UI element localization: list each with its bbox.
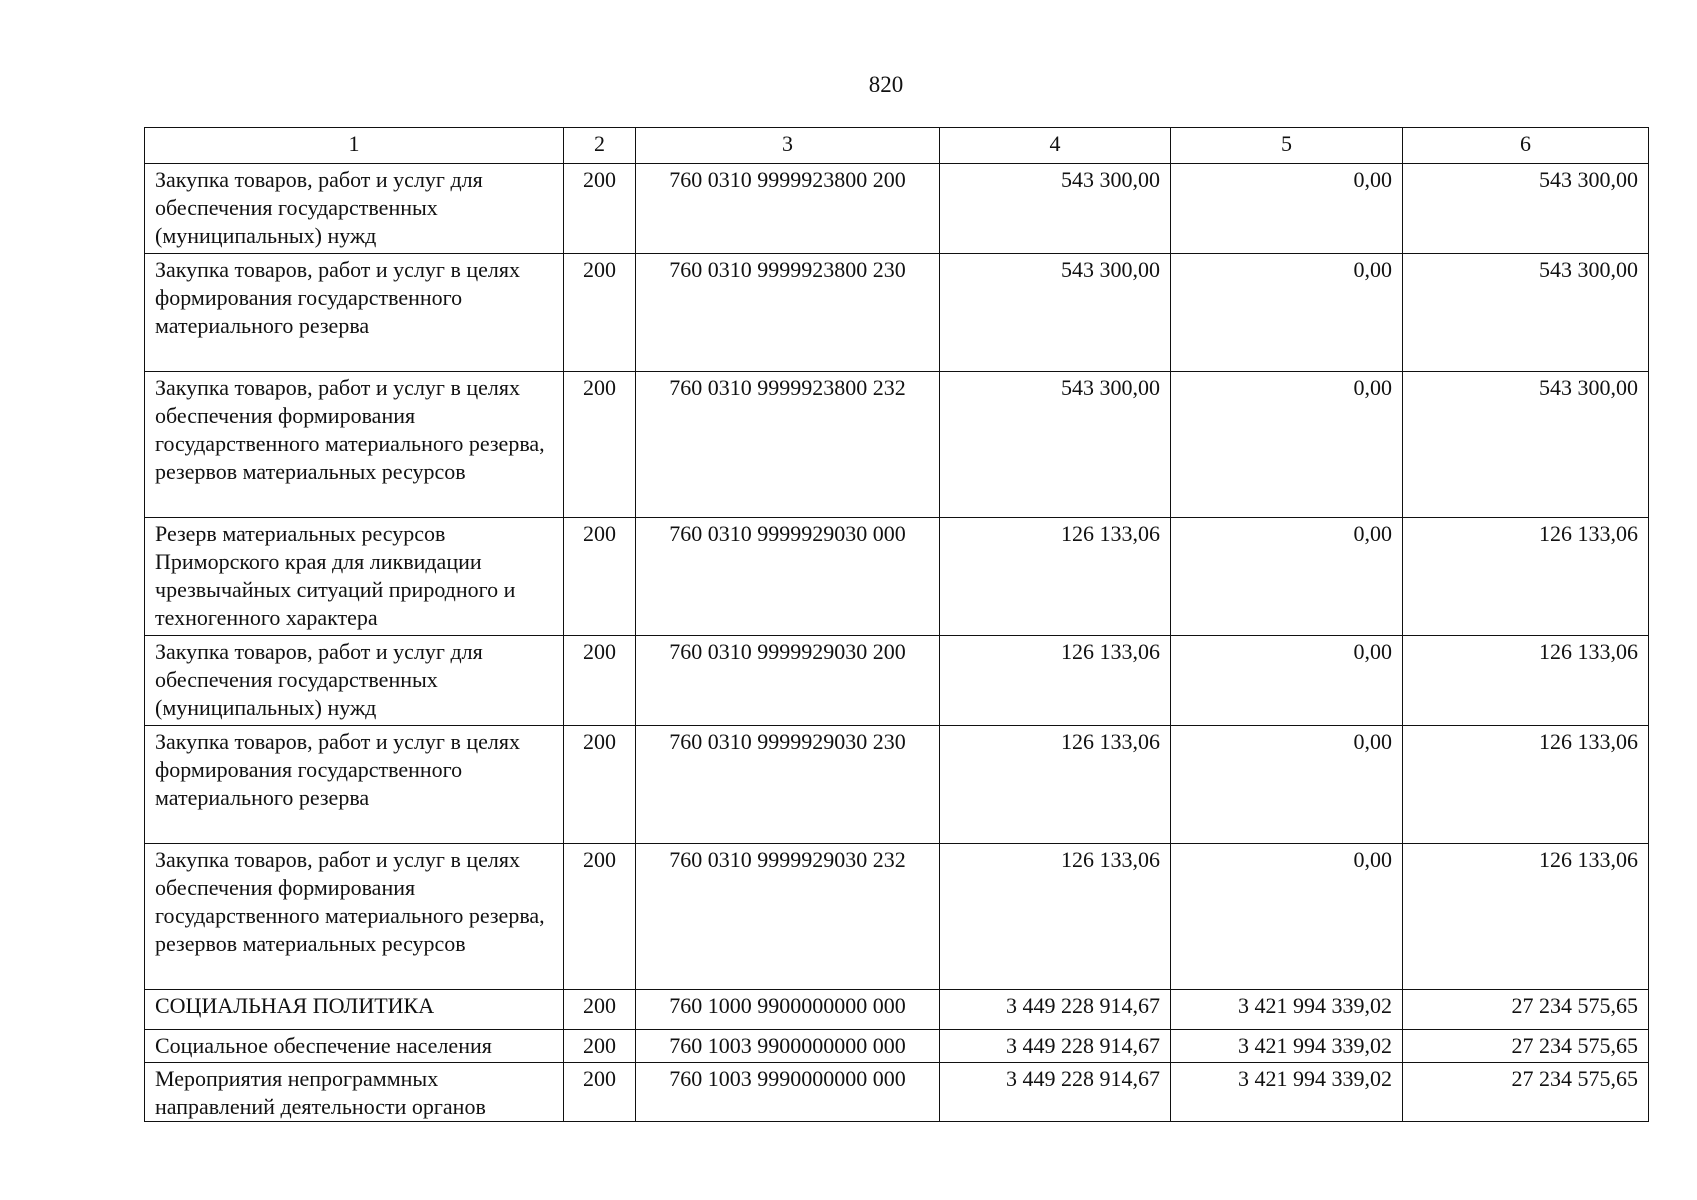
row-col5: 3 421 994 339,02	[1171, 1063, 1403, 1122]
column-header-3: 3	[636, 128, 940, 164]
row-col6: 27 234 575,65	[1403, 1030, 1649, 1063]
row-code: 760 0310 9999929030 200	[636, 636, 940, 726]
row-col5: 0,00	[1171, 372, 1403, 518]
row-col5: 3 421 994 339,02	[1171, 990, 1403, 1030]
row-col2: 200	[564, 1030, 636, 1063]
row-col6: 543 300,00	[1403, 254, 1649, 372]
row-name: Закупка товаров, работ и услуг в целях формирования государственного материального резерва	[145, 726, 564, 844]
row-col4: 543 300,00	[940, 372, 1171, 518]
column-header-1: 1	[145, 128, 564, 164]
row-col2: 200	[564, 372, 636, 518]
column-header-4: 4	[940, 128, 1171, 164]
row-name: Мероприятия непрограммных направлений деятельности органов	[145, 1063, 564, 1122]
row-col6: 126 133,06	[1403, 518, 1649, 636]
row-col4: 126 133,06	[940, 636, 1171, 726]
row-col6: 27 234 575,65	[1403, 990, 1649, 1030]
row-col6: 27 234 575,65	[1403, 1063, 1649, 1122]
row-col4: 3 449 228 914,67	[940, 1063, 1171, 1122]
column-header-2: 2	[564, 128, 636, 164]
column-header-6: 6	[1403, 128, 1649, 164]
row-col5: 3 421 994 339,02	[1171, 1030, 1403, 1063]
row-col5: 0,00	[1171, 636, 1403, 726]
row-col5: 0,00	[1171, 726, 1403, 844]
row-col5: 0,00	[1171, 254, 1403, 372]
row-col6: 126 133,06	[1403, 844, 1649, 990]
row-col6: 543 300,00	[1403, 372, 1649, 518]
row-col4: 543 300,00	[940, 254, 1171, 372]
row-name: Закупка товаров, работ и услуг в целях обеспечения формирования государственного материального резерва, резервов материальных ресурсов	[145, 372, 564, 518]
row-name: Закупка товаров, работ и услуг для обеспечения государственных (муниципальных) нужд	[145, 164, 564, 254]
row-col5: 0,00	[1171, 164, 1403, 254]
page-number: 820	[868, 72, 904, 97]
row-col4: 3 449 228 914,67	[940, 990, 1171, 1030]
row-col2: 200	[564, 844, 636, 990]
budget-table	[144, 127, 1649, 1122]
row-col5: 0,00	[1171, 518, 1403, 636]
row-col2: 200	[564, 1063, 636, 1122]
row-name: Закупка товаров, работ и услуг для обеспечения государственных (муниципальных) нужд	[145, 636, 564, 726]
table-row	[145, 254, 1649, 372]
row-code: 760 1000 9900000000 000	[636, 990, 940, 1030]
row-code: 760 0310 9999929030 000	[636, 518, 940, 636]
row-col6: 543 300,00	[1403, 164, 1649, 254]
row-name: Резерв материальных ресурсов Приморского края для ликвидации чрезвычайных ситуаций природного и техногенного характера	[145, 518, 564, 636]
row-col4: 543 300,00	[940, 164, 1171, 254]
row-code: 760 0310 9999923800 232	[636, 372, 940, 518]
table-row	[145, 1063, 1649, 1122]
row-name: Социальное обеспечение населения	[145, 1030, 564, 1063]
table-row	[145, 518, 1649, 636]
table-row	[145, 164, 1649, 254]
row-name: Закупка товаров, работ и услуг в целях формирования государственного материального резерва	[145, 254, 564, 372]
row-col4: 126 133,06	[940, 726, 1171, 844]
table-row	[145, 844, 1649, 990]
row-col2: 200	[564, 726, 636, 844]
table-row	[145, 726, 1649, 844]
row-code: 760 1003 9900000000 000	[636, 1030, 940, 1063]
row-col4: 126 133,06	[940, 844, 1171, 990]
row-col2: 200	[564, 518, 636, 636]
row-col2: 200	[564, 636, 636, 726]
row-code: 760 1003 9990000000 000	[636, 1063, 940, 1122]
row-code: 760 0310 9999923800 200	[636, 164, 940, 254]
table-header-row	[145, 128, 1649, 164]
row-col6: 126 133,06	[1403, 636, 1649, 726]
table-row	[145, 636, 1649, 726]
row-name: СОЦИАЛЬНАЯ ПОЛИТИКА	[145, 990, 564, 1030]
row-col2: 200	[564, 990, 636, 1030]
row-col6: 126 133,06	[1403, 726, 1649, 844]
row-code: 760 0310 9999929030 230	[636, 726, 940, 844]
column-header-5: 5	[1171, 128, 1403, 164]
row-col4: 3 449 228 914,67	[940, 1030, 1171, 1063]
row-code: 760 0310 9999929030 232	[636, 844, 940, 990]
row-code: 760 0310 9999923800 230	[636, 254, 940, 372]
row-col5: 0,00	[1171, 844, 1403, 990]
row-name: Закупка товаров, работ и услуг в целях обеспечения формирования государственного материального резерва, резервов материальных ресурсов	[145, 844, 564, 990]
row-col4: 126 133,06	[940, 518, 1171, 636]
row-col2: 200	[564, 164, 636, 254]
table-row	[145, 990, 1649, 1030]
row-col2: 200	[564, 254, 636, 372]
table-row	[145, 1030, 1649, 1063]
table-row	[145, 372, 1649, 518]
